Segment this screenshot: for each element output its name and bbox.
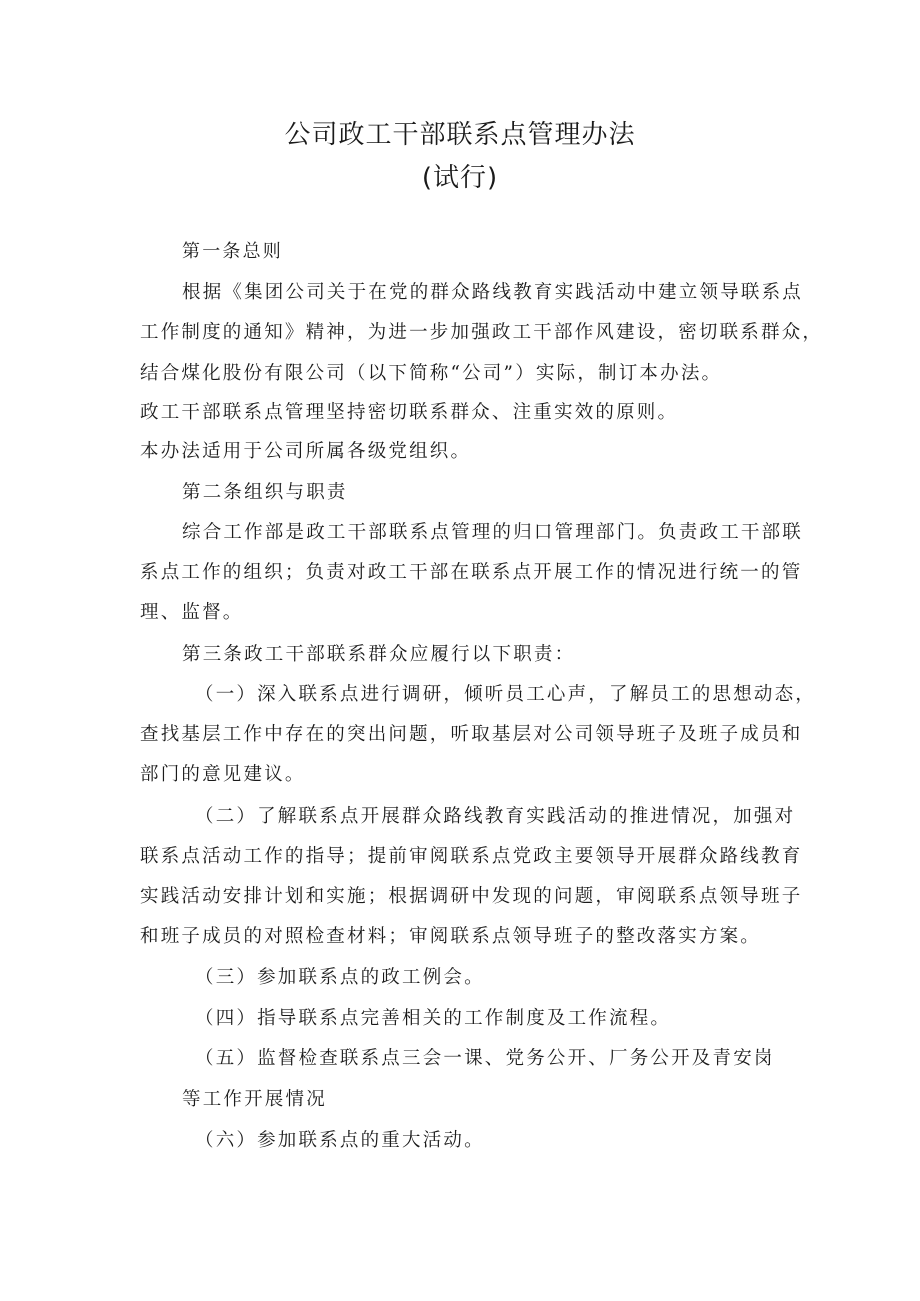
article-3-heading: 第三条政工干部联系群众应履行以下职责： [182, 644, 576, 665]
document-title: 公司政工干部联系点管理办法 [284, 120, 636, 150]
paragraph-line: 理、监督。 [140, 602, 244, 623]
list-item-line: 联系点活动工作的指导；提前审阅联系点党政主要领导开展群众路线教育 [140, 846, 803, 867]
paragraph-line: 根据《集团公司关于在党的群众路线教育实践活动中建立领导联系点 [182, 282, 804, 303]
list-item-line: （一）深入联系点进行调研，倾听员工心声，了解员工的思想动态， [195, 684, 817, 705]
list-item-line: （六）参加联系点的重大活动。 [195, 1130, 485, 1151]
article-2-heading: 第二条组织与职责 [182, 482, 348, 503]
article-1-heading: 第一条总则 [182, 241, 283, 262]
list-item-line: 查找基层工作中存在的突出问题，听取基层对公司领导班子及班子成员和 [140, 724, 803, 745]
paragraph-line: 综合工作部是政工干部联系点管理的归口管理部门。负责政工干部联 [182, 522, 804, 543]
list-item-line: （三）参加联系点的政工例会。 [195, 967, 485, 988]
list-item-line: （四）指导联系点完善相关的工作制度及工作流程。 [195, 1008, 672, 1029]
paragraph-line: 系点工作的组织；负责对政工干部在联系点开展工作的情况进行统一的管 [140, 562, 803, 583]
paragraph-line: 本办法适用于公司所属各级党组织。 [140, 441, 472, 462]
list-item-line: 等工作开展情况 [182, 1089, 327, 1110]
list-item-line: （五）监督检查联系点三会一课、党务公开、厂务公开及青安岗 [195, 1048, 775, 1069]
document-subtitle: (试行) [421, 163, 499, 193]
paragraph-line: 工作制度的通知》精神，为进一步加强政工干部作风建设，密切联系群众， [140, 322, 824, 343]
list-item-line: 实践活动安排计划和实施；根据调研中发现的问题，审阅联系点领导班子 [140, 886, 803, 907]
paragraph-line: 结合煤化股份有限公司（以下简称“公司”）实际，制订本办法。 [140, 363, 723, 384]
list-item-line: 部门的意见建议。 [140, 764, 306, 785]
list-item-line: （二）了解联系点开展群众路线教育实践活动的推进情况，加强对 [195, 806, 796, 827]
list-item-line: 和班子成员的对照检查材料；审阅联系点领导班子的整改落实方案。 [140, 926, 762, 947]
paragraph-line: 政工干部联系点管理坚持密切联系群众、注重实效的原则。 [140, 402, 679, 423]
